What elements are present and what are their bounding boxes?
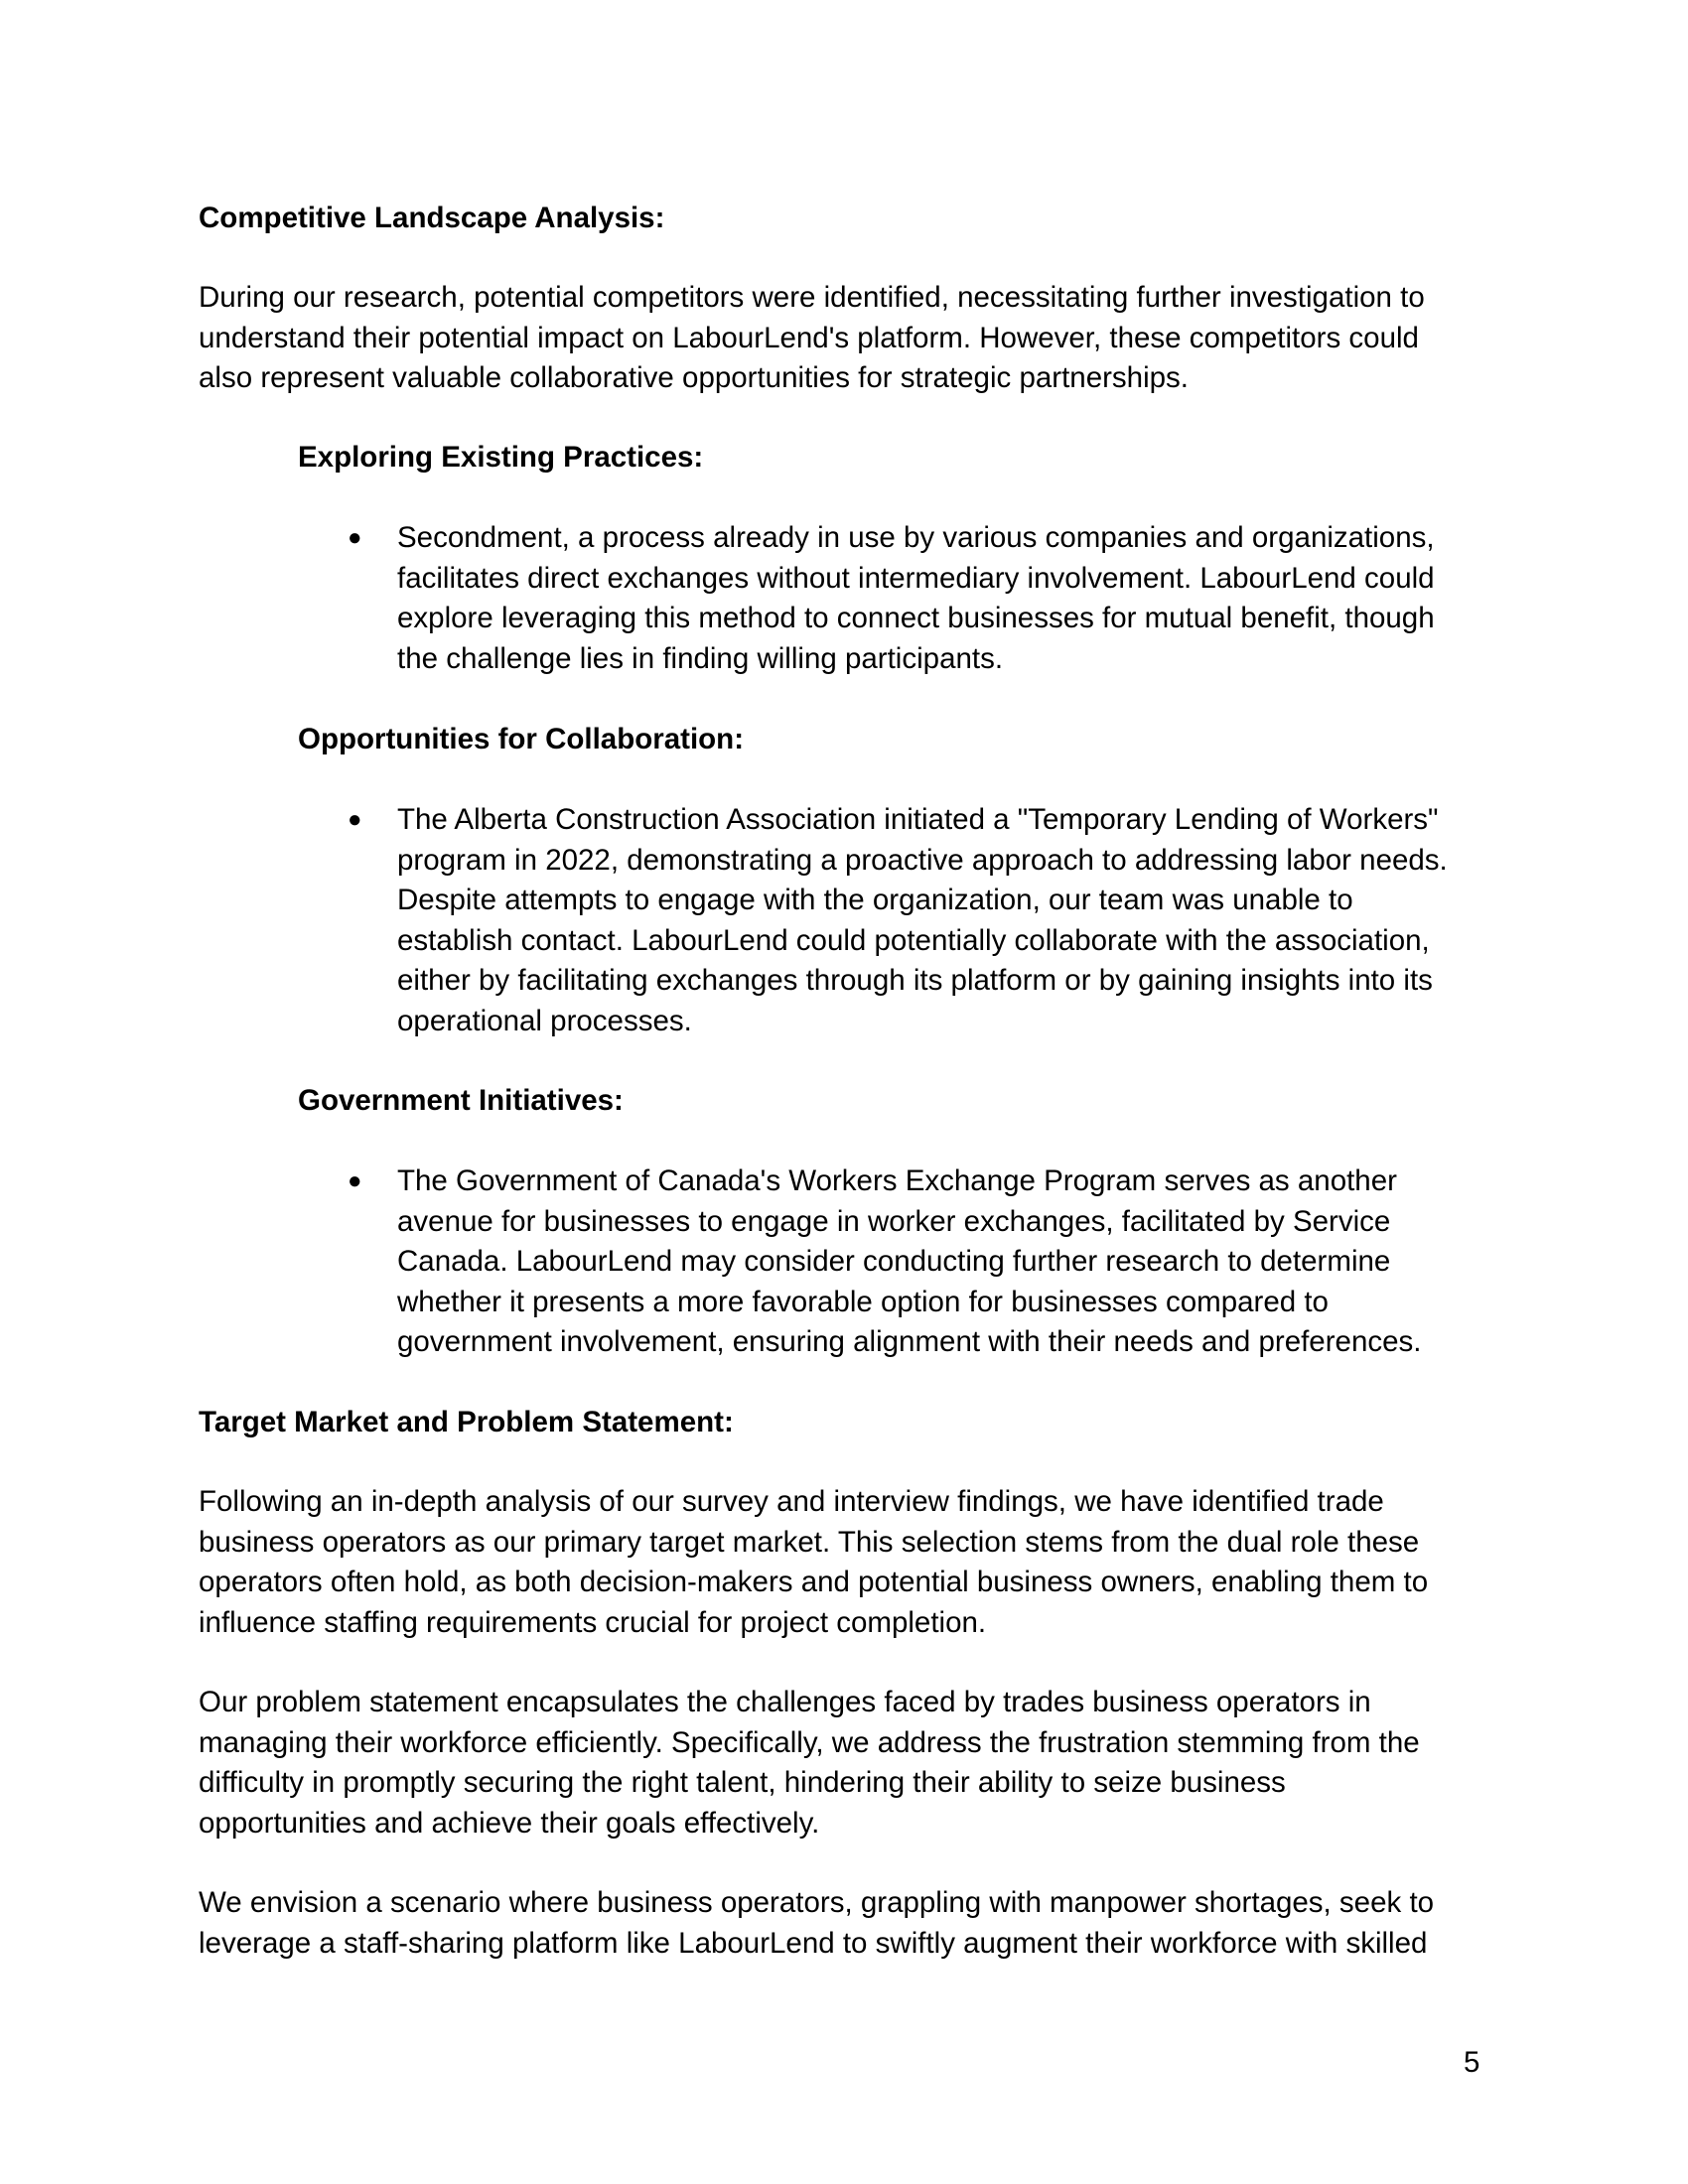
paragraph-problem-statement	[199, 1683, 1420, 1843]
bullet-marker: ●	[348, 806, 362, 833]
text-line: avenue for businesses to engage in worker exchanges, facilitated by Service	[397, 1204, 1391, 1238]
text-line: The Alberta Construction Association initiated a "Temporary Lending of Workers"	[397, 803, 1439, 836]
text-line: Secondment, a process already in use by various companies and organizations,	[397, 521, 1435, 554]
text-line: operators often hold, as both decision-makers and potential business owners, enabling them to	[199, 1566, 1429, 1598]
intro-paragraph	[199, 278, 1425, 399]
text-line: business operators as our primary target market. This selection stems from the dual role these	[199, 1525, 1420, 1559]
text-line: Our problem statement encapsulates the challenges faced by trades business operators in	[199, 1686, 1371, 1718]
bullet-marker: ●	[348, 524, 362, 551]
text-line: understand their potential impact on LabourLend's platform. However, these competitors could	[199, 321, 1419, 354]
bullet-marker: ●	[348, 1167, 362, 1194]
paragraph-target-market	[199, 1482, 1428, 1643]
paragraph-scenario	[199, 1883, 1434, 1964]
text-line: opportunities and achieve their goals effectively.	[199, 1806, 820, 1840]
text-line: also represent valuable collaborative opportunities for strategic partnerships.	[199, 361, 1189, 394]
text-line: difficulty in promptly securing the right talent, hindering their ability to seize business	[199, 1766, 1286, 1799]
section-heading-competitive-landscape: Competitive Landscape Analysis:	[199, 202, 665, 234]
text-line: explore leveraging this method to connect businesses for mutual benefit, though	[397, 602, 1435, 634]
bullet-collaboration	[397, 800, 1448, 1041]
text-line: program in 2022, demonstrating a proactive approach to addressing labor needs.	[397, 843, 1448, 877]
subsection-heading-collaboration: Opportunities for Collaboration:	[298, 723, 745, 755]
text-line: whether it presents a more favorable option for businesses compared to	[397, 1285, 1329, 1318]
bullet-existing-practices	[397, 518, 1435, 679]
text-line: Despite attempts to engage with the organization, our team was unable to	[397, 884, 1353, 916]
text-line: During our research, potential competitors were identified, necessitating further investigation to	[199, 281, 1425, 314]
text-line: The Government of Canada's Workers Exchange Program serves as another	[397, 1164, 1397, 1197]
text-line: operational processes.	[397, 1004, 692, 1037]
bullet-government	[397, 1161, 1421, 1363]
text-line: establish contact. LabourLend could potentially collaborate with the association,	[397, 923, 1430, 957]
subsection-heading-government: Government Initiatives:	[298, 1084, 624, 1117]
section-heading-target-market: Target Market and Problem Statement:	[199, 1406, 734, 1438]
page-number: 5	[1464, 2046, 1480, 2079]
text-line: We envision a scenario where business operators, grappling with manpower shortages, seek to	[199, 1886, 1435, 1919]
text-line: influence staffing requirements crucial for project completion.	[199, 1605, 987, 1639]
text-line: either by facilitating exchanges through its platform or by gaining insights into its	[397, 964, 1433, 997]
subsection-heading-existing-practices: Exploring Existing Practices:	[298, 441, 704, 474]
text-line: the challenge lies in finding willing participants.	[397, 641, 1004, 675]
text-line: Following an in-depth analysis of our survey and interview findings, we have identified trade	[199, 1485, 1384, 1518]
text-line: Canada. LabourLend may consider conducting further research to determine	[397, 1245, 1391, 1278]
text-line: managing their workforce efficiently. Specifically, we address the frustration stemming from the	[199, 1725, 1420, 1759]
text-line: government involvement, ensuring alignment with their needs and preferences.	[397, 1325, 1422, 1358]
text-line: facilitates direct exchanges without intermediary involvement. LabourLend could	[397, 561, 1435, 595]
text-line: leverage a staff-sharing platform like LabourLend to swiftly augment their workforce with skilled	[199, 1926, 1428, 1960]
